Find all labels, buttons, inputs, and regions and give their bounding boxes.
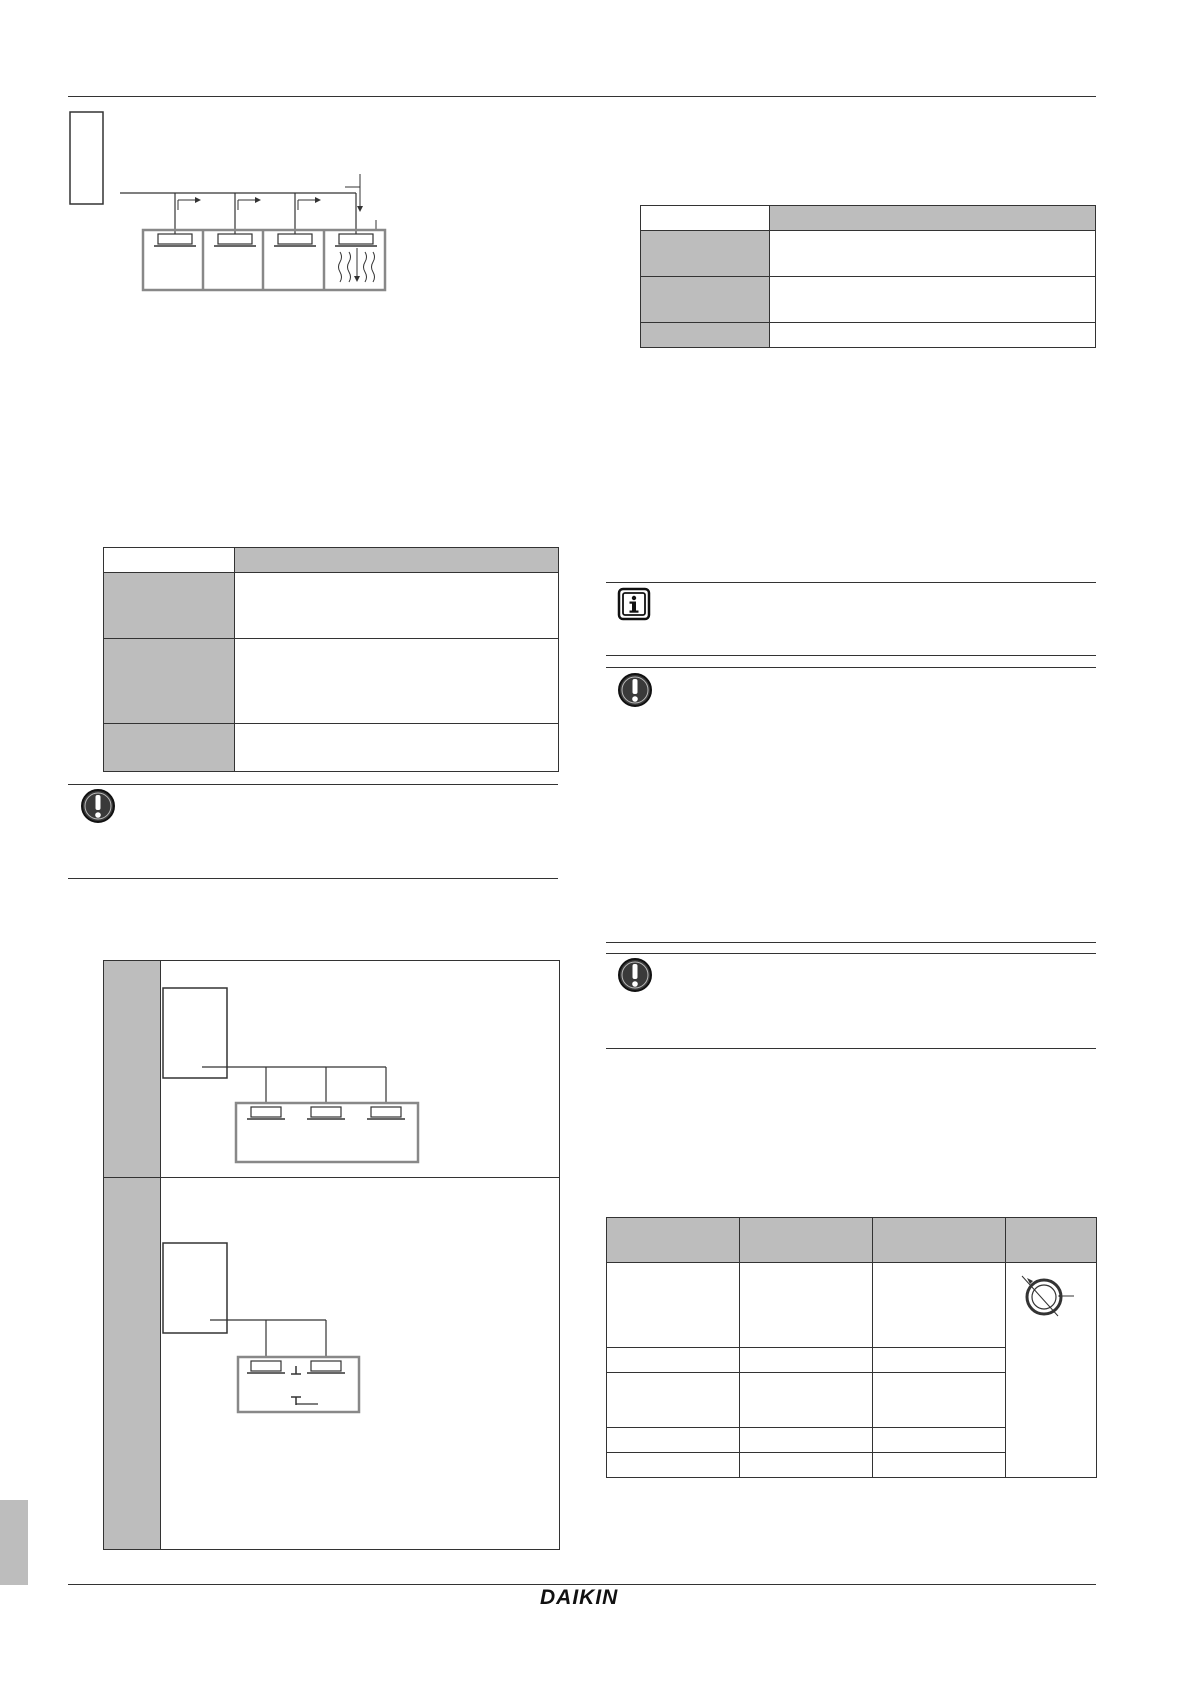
warning2-rule-top bbox=[606, 953, 1096, 954]
header-rule bbox=[68, 96, 1096, 97]
outdoor-unit-1 bbox=[163, 988, 227, 1078]
exclamation-circle-icon bbox=[617, 957, 653, 993]
table-left-middle bbox=[103, 547, 559, 772]
note-rule-top bbox=[68, 784, 558, 785]
info-rule-bottom bbox=[606, 655, 1096, 656]
exclamation-circle-icon bbox=[80, 788, 116, 824]
warning1-rule-top bbox=[606, 667, 1096, 668]
system-diagram-top bbox=[60, 108, 400, 298]
warning1-rule-bottom bbox=[606, 942, 1096, 943]
table-top-right bbox=[640, 205, 1096, 348]
system-diagram-row1 bbox=[160, 985, 430, 1170]
chapter-side-tab bbox=[0, 1500, 28, 1585]
system-diagram-row2 bbox=[160, 1240, 370, 1415]
side-header-1 bbox=[104, 961, 161, 1178]
note-rule-bottom bbox=[68, 878, 558, 879]
info-rule-top bbox=[606, 582, 1096, 583]
warning2-rule-bottom bbox=[606, 1048, 1096, 1049]
pipe-cross-section-icon bbox=[1018, 1272, 1078, 1322]
side-header-2 bbox=[104, 1178, 161, 1549]
footer-rule bbox=[68, 1584, 1096, 1585]
pipe-table bbox=[606, 1217, 1097, 1478]
exclamation-circle-icon bbox=[617, 672, 653, 708]
outdoor-unit bbox=[70, 112, 103, 204]
info-square-icon bbox=[617, 587, 651, 621]
brand-logo: DAIKIN bbox=[540, 1586, 619, 1609]
